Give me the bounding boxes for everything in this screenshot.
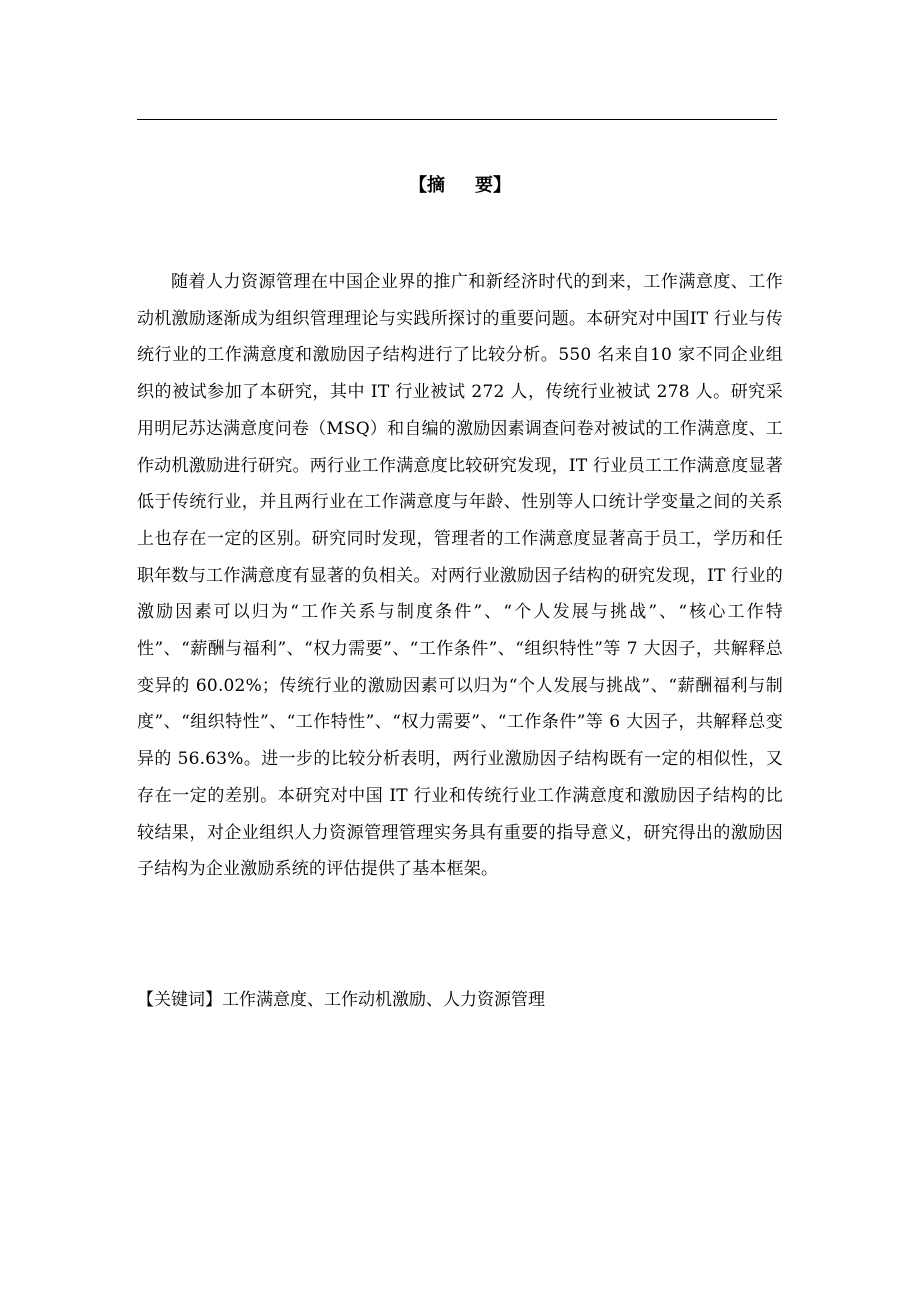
keywords-line xyxy=(137,982,783,1018)
heading-char-1: 摘 xyxy=(427,175,445,196)
keywords-label: 【关键词】 xyxy=(137,990,222,1010)
keywords-text: 工作满意度、工作动机激励、人力资源管理 xyxy=(222,990,545,1010)
heading-close-bracket: 】 xyxy=(493,175,511,196)
header-rule xyxy=(137,119,777,120)
heading-open-bracket: 【 xyxy=(409,175,427,196)
abstract-heading xyxy=(0,170,920,202)
heading-char-2: 要 xyxy=(475,175,493,196)
abstract-paragraph: 随着人力资源管理在中国企业界的推广和新经济时代的到来，工作满意度、工作动机激励逐渐成为组织管理理论与实践所探讨的重要问题。本研究对中国IT 行业与传统行业的工作满意度和激励因子结构进行了比较分析。550 名来自10 家不同企业组织的被试参加了本研究，其中 IT 行业被试 272 人，传统行业被试 278 人。研究采用明尼苏达满意度问卷（MSQ）和自编的激励因素调查问卷对被试的工作满意度、工作动机激励进行研究。两行业工作满意度比较研究发现，IT 行业员工工作满意度显著低于传统行业，并且两行业在工作满意度与年龄、性别等人口统计学变量之间的关系上也存在一定的区别。研究同时发现，管理者的工作满意度显著高于员工，学历和任职年数与工作满意度有显著的负相关。对两行业激励因子结构的研究发现，IT 行业的激励因素可以归为“工作关系与制度条件”、“个人发展与挑战”、“核心工作特性”、“薪酬与福利”、“权力需要”、“工作条件”、“组织特性”等 7 大因子，共解释总变异的 60.02%；传统行业的激励因素可以归为“个人发展与挑战”、“薪酬福利与制度”、“组织特性”、“工作特性”、“权力需要”、“工作条件”等 6 大因子，共解释总变异的 56.63%。进一步的比较分析表明，两行业激励因子结构既有一定的相似性，又存在一定的差别。本研究对中国 IT 行业和传统行业工作满意度和激励因子结构的比较结果，对企业组织人力资源管理管理实务具有重要的指导意义，研究得出的激励因子结构为企业激励系统的评估提供了基本框架。 xyxy=(137,272,783,880)
